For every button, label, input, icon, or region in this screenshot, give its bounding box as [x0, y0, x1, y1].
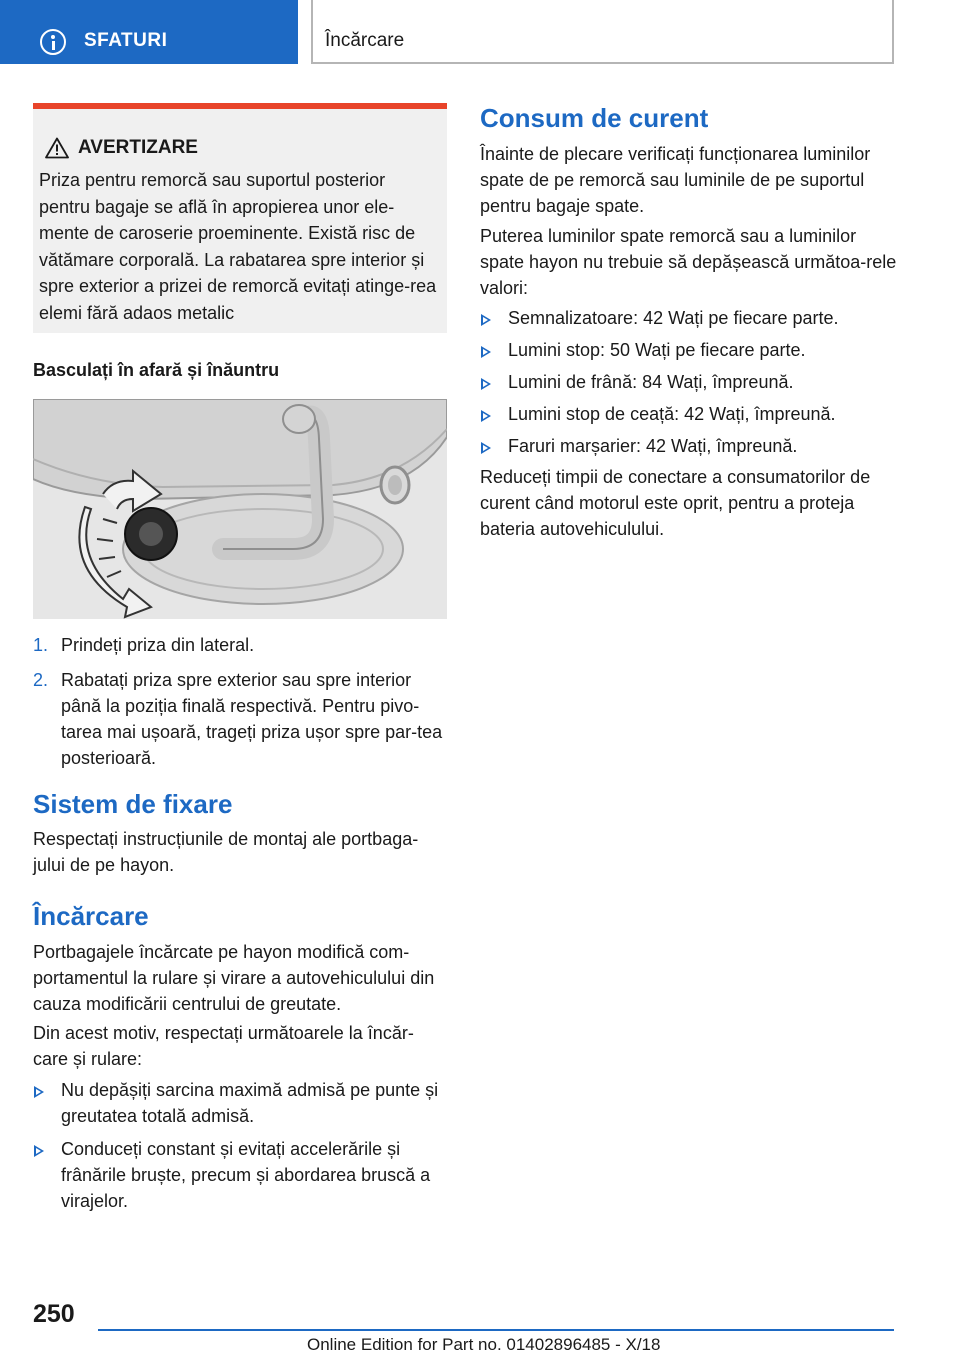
step-text: Prindeți priza din lateral.: [61, 635, 255, 655]
list-item: [480, 337, 898, 363]
chapter-tab-label: Încărcare: [325, 30, 405, 51]
subheading-swivel: Basculați în afară și înăuntru: [33, 360, 280, 380]
steps-list: [33, 632, 447, 780]
step-number: 2.: [33, 670, 49, 690]
triangle-bullet-icon: [481, 442, 491, 454]
triangle-bullet-icon: [481, 410, 491, 422]
bullet-text: Nu depășiți sarcina maximă admisă pe punte și greutatea totală admisă.: [61, 1080, 439, 1126]
power-bullets: [480, 305, 898, 459]
warning-text: Priza pentru remorcă sau suportul posterior pentru bagaje se află în apropierea unor ele-mente de caroserie proeminente. Există risc de vătămare corporală. La rabatarea spre interior și spre exterior a prizei de remorcă evitați atinge-rea elemi fără adaos metalic: [39, 170, 437, 323]
fixing-text: Respectați instrucțiunile de montaj ale portbaga-jului de pe hayon.: [33, 829, 419, 875]
footer-edition: Online Edition for Part no. 01402896485 - X/18: [307, 1335, 661, 1354]
info-icon: [40, 29, 66, 55]
section-tab-label: SFATURI: [84, 30, 168, 51]
bullet-text: Lumini stop de ceață: 42 Wați, împreună.: [508, 404, 836, 424]
triangle-bullet-icon: [481, 378, 491, 390]
heading-power-consumption: Consum de curent: [480, 103, 709, 133]
bullet-text: Lumini stop: 50 Wați pe fiecare parte.: [508, 340, 806, 360]
bullet-text: Semnalizatoare: 42 Wați pe fiecare parte.: [508, 308, 839, 328]
step-text: Rabatați priza spre exterior sau spre interior până la poziția finală respectivă. Pentru pivo-tarea mai ușoară, trageți priza ușor spre par-tea posterioară.: [61, 670, 443, 768]
list-item: [480, 433, 898, 459]
warning-title: AVERTIZARE: [78, 137, 198, 158]
list-item: [33, 1136, 447, 1214]
list-item: [480, 369, 898, 395]
list-item: [33, 632, 447, 658]
section-tab[interactable]: [0, 0, 298, 64]
bullet-text: Lumini de frână: 84 Wați, împreună.: [508, 372, 794, 392]
page-number: 250: [33, 1300, 75, 1328]
list-item: [33, 667, 447, 771]
warning-triangle-icon: [45, 137, 69, 159]
triangle-bullet-icon: [481, 346, 491, 358]
heading-loading: Încărcare: [33, 901, 149, 931]
loading-text-2: Din acest motiv, respectați următoarele la încăr-care și rulare:: [33, 1023, 414, 1069]
heading-fixing-system: Sistem de fixare: [33, 789, 233, 819]
triangle-bullet-icon: [34, 1145, 44, 1157]
list-item: [33, 1077, 447, 1129]
list-item: [480, 401, 898, 427]
triangle-bullet-icon: [481, 314, 491, 326]
power-text-2: Puterea luminilor spate remorcă sau a luminilor spate hayon nu trebuie să depășească următoa-rele valori:: [480, 226, 897, 298]
bullet-text: Faruri marșarier: 42 Wați, împreună.: [508, 436, 798, 456]
list-item: [480, 305, 898, 331]
loading-text-1: Portbagajele încărcate pe hayon modifică com-portamentul la rulare și virare a autovehiculului din cauza modificării centrului de greutate.: [33, 942, 435, 1014]
power-text-1: Înainte de plecare verificați funcționarea luminilor spate de pe remorcă sau luminile de pe suportul pentru bagaje spate.: [480, 144, 871, 216]
power-text-3: Reduceți timpii de conectare a consumatorilor de curent când motorul este oprit, pentru a proteja bateria autovehiculului.: [480, 467, 871, 539]
footer-divider: [98, 1329, 894, 1331]
step-number: 1.: [33, 635, 49, 655]
loading-bullets: [33, 1077, 447, 1214]
trailer-socket-illustration: [33, 399, 447, 619]
chapter-tab[interactable]: [311, 0, 894, 64]
tow-hook-drawing: [33, 399, 447, 619]
warning-box: [33, 103, 447, 333]
triangle-bullet-icon: [34, 1086, 44, 1098]
bullet-text: Conduceți constant și evitați accelerările și frânările bruște, precum și abordarea bruscă a virajelor.: [61, 1139, 431, 1211]
